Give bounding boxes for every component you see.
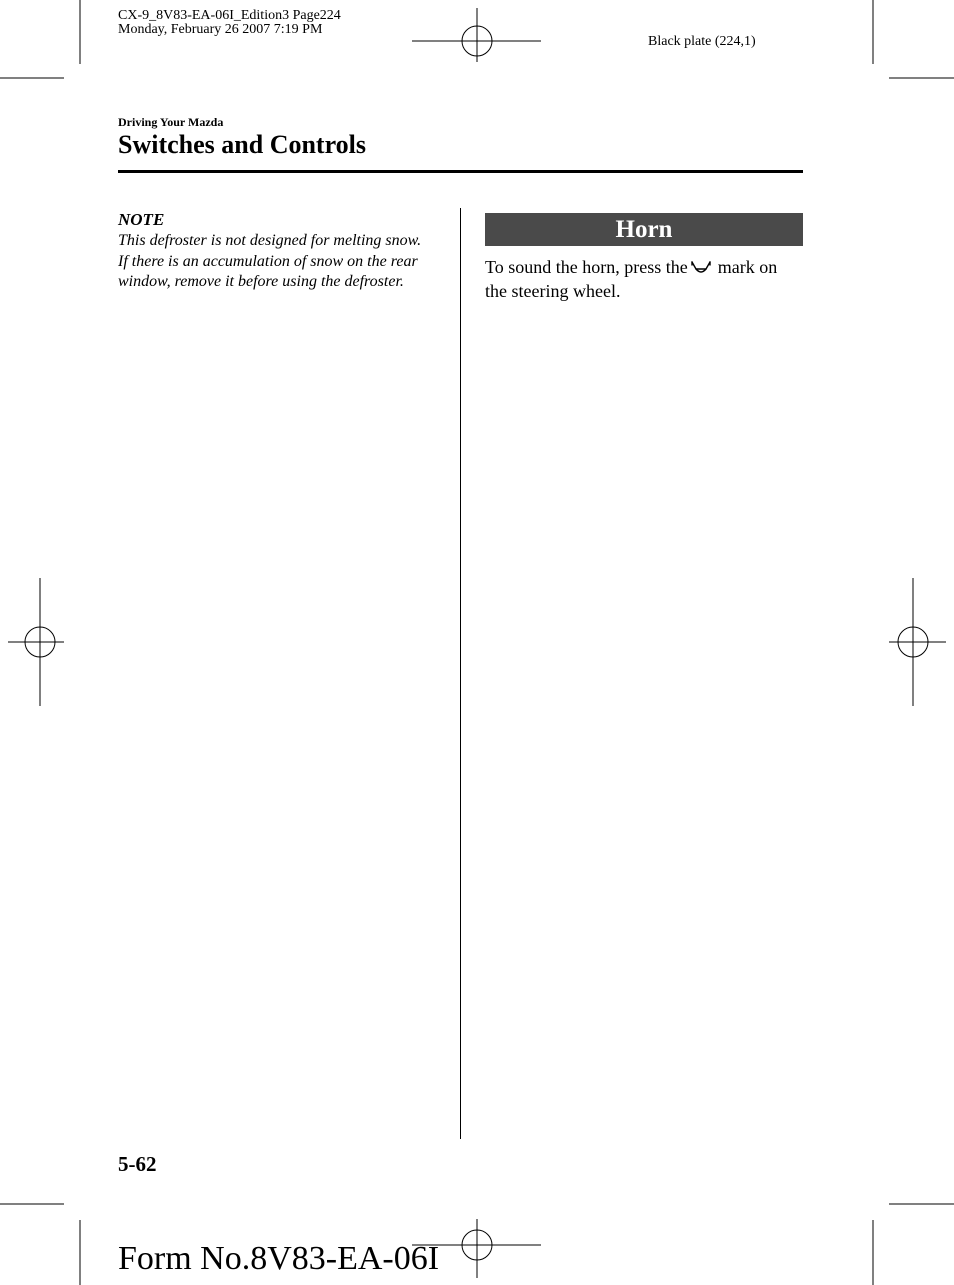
- note-heading: NOTE: [118, 210, 165, 229]
- note-block: [118, 210, 448, 293]
- note-line: If there is an accumulation of snow on the rear: [118, 252, 418, 270]
- page-title: Switches and Controls: [118, 130, 367, 159]
- black-plate-label: Black plate (224,1): [648, 34, 756, 49]
- horn-text-before: To sound the horn, press the: [485, 257, 688, 277]
- title-rule: [118, 170, 803, 173]
- horn-icon: [690, 260, 712, 281]
- horn-text: [485, 257, 805, 302]
- horn-text-after: mark on: [717, 257, 778, 277]
- form-number: Form No.8V83-EA-06I: [118, 1240, 440, 1277]
- horn-text-line2: the steering wheel.: [485, 281, 621, 301]
- note-line: This defroster is not designed for melting snow.: [118, 232, 422, 249]
- section-label: Driving Your Mazda: [118, 115, 224, 129]
- horn-heading: Horn: [485, 213, 803, 246]
- note-line: window, remove it before using the defroster.: [118, 273, 404, 290]
- column-divider: [460, 208, 461, 1139]
- print-header-line2: Monday, February 26 2007 7:19 PM: [118, 22, 323, 37]
- print-header-line1: CX-9_8V83-EA-06I_Edition3 Page224: [118, 8, 341, 23]
- note-body: [118, 231, 448, 293]
- horn-text-line1: [485, 257, 805, 281]
- page-number: 5-62: [118, 1152, 157, 1176]
